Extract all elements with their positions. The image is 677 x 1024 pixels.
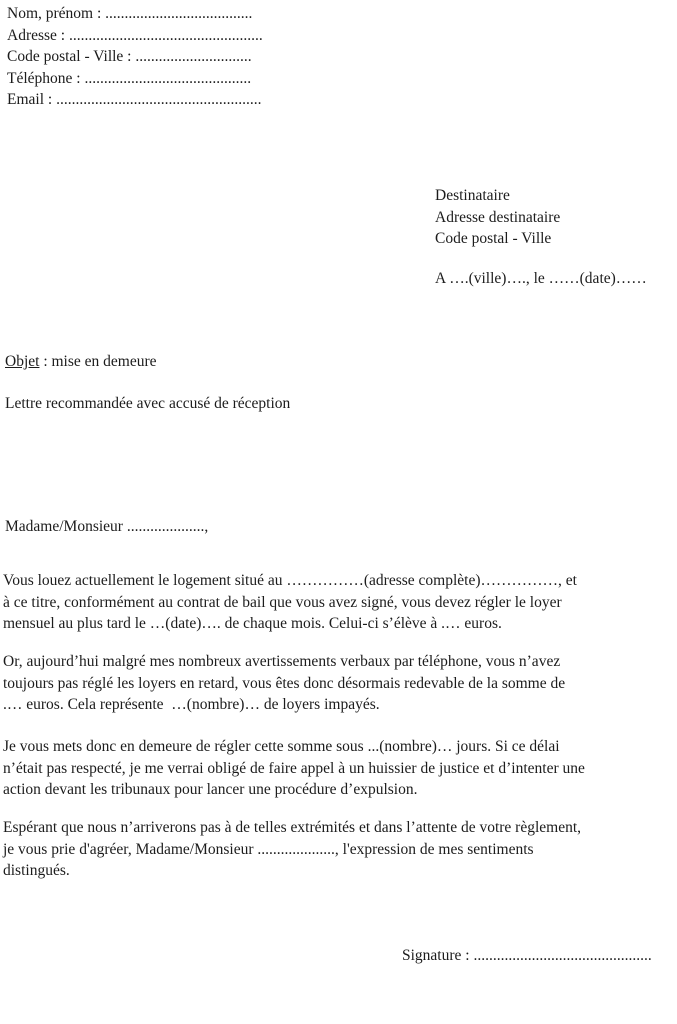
sender-block (7, 3, 263, 111)
paragraph-line: mensuel au plus tard le …(date)…. de chaque mois. Celui-ci s’élève à .… euros. (3, 615, 502, 632)
sender-name-line: Nom, prénom : ...................................... (7, 5, 253, 22)
paragraph-line: toujours pas réglé les loyers en retard, vous êtes donc désormais redevable de la somme de (3, 674, 566, 692)
subject-value: : mise en demeure (39, 353, 157, 370)
paragraph-line: n’était pas respecté, je me verrai obligé de faire appel à un huissier de justice et d’intenter une (3, 759, 585, 777)
recipient-address-line: Adresse destinataire (435, 208, 561, 226)
subject-label: Objet (5, 353, 40, 370)
paragraph-line: je vous prie d'agréer, Madame/Monsieur ...................., l'expression de mes sentiments (3, 840, 534, 858)
paragraph-closing (3, 817, 581, 882)
subject-line (5, 351, 157, 373)
sender-phone-line: Téléphone : ........................................... (7, 69, 252, 87)
paragraph-line: Or, aujourd’hui malgré mes nombreux avertissements verbaux par téléphone, vous n’avez (3, 653, 561, 670)
signature-line: Signature : .............................................. (402, 947, 652, 964)
recipient-name-line: Destinataire (435, 187, 510, 204)
salutation-line: Madame/Monsieur ...................., (5, 518, 209, 535)
paragraph-line: .… euros. Cela représente …(nombre)… de loyers impayés. (3, 696, 380, 713)
sender-address-line: Adresse : .................................................. (7, 26, 263, 44)
registered-mail-notice: Lettre recommandée avec accusé de réception (5, 395, 291, 412)
place-date-line: A ….(ville)…., le ……(date)…… (435, 270, 647, 287)
sender-email-line: Email : ..................................................... (7, 91, 262, 108)
paragraph-line: distingués. (3, 862, 70, 879)
paragraph-unpaid-rent (3, 651, 565, 716)
paragraph-line: action devant les tribunaux pour lancer une procédure d’expulsion. (3, 781, 418, 798)
recipient-postal-city-line: Code postal - Ville (435, 230, 552, 247)
sender-postal-city-line: Code postal - Ville : .............................. (7, 48, 252, 65)
paragraph-line: Je vous mets donc en demeure de régler cette somme sous ...(nombre)… jours. Si ce délai (3, 738, 560, 755)
paragraph-line: Vous louez actuellement le logement situé au ……………(adresse complète)……………, et (3, 572, 577, 589)
paragraph-line: Espérant que nous n’arriverons pas à de telles extrémités et dans l’attente de votre règlement, (3, 819, 582, 836)
paragraph-line: à ce titre, conformément au contrat de bail que vous avez signé, vous devez régler le loyer (3, 593, 562, 611)
paragraph-formal-notice (3, 736, 585, 801)
recipient-block (435, 185, 560, 250)
paragraph-tenancy-terms (3, 570, 577, 635)
